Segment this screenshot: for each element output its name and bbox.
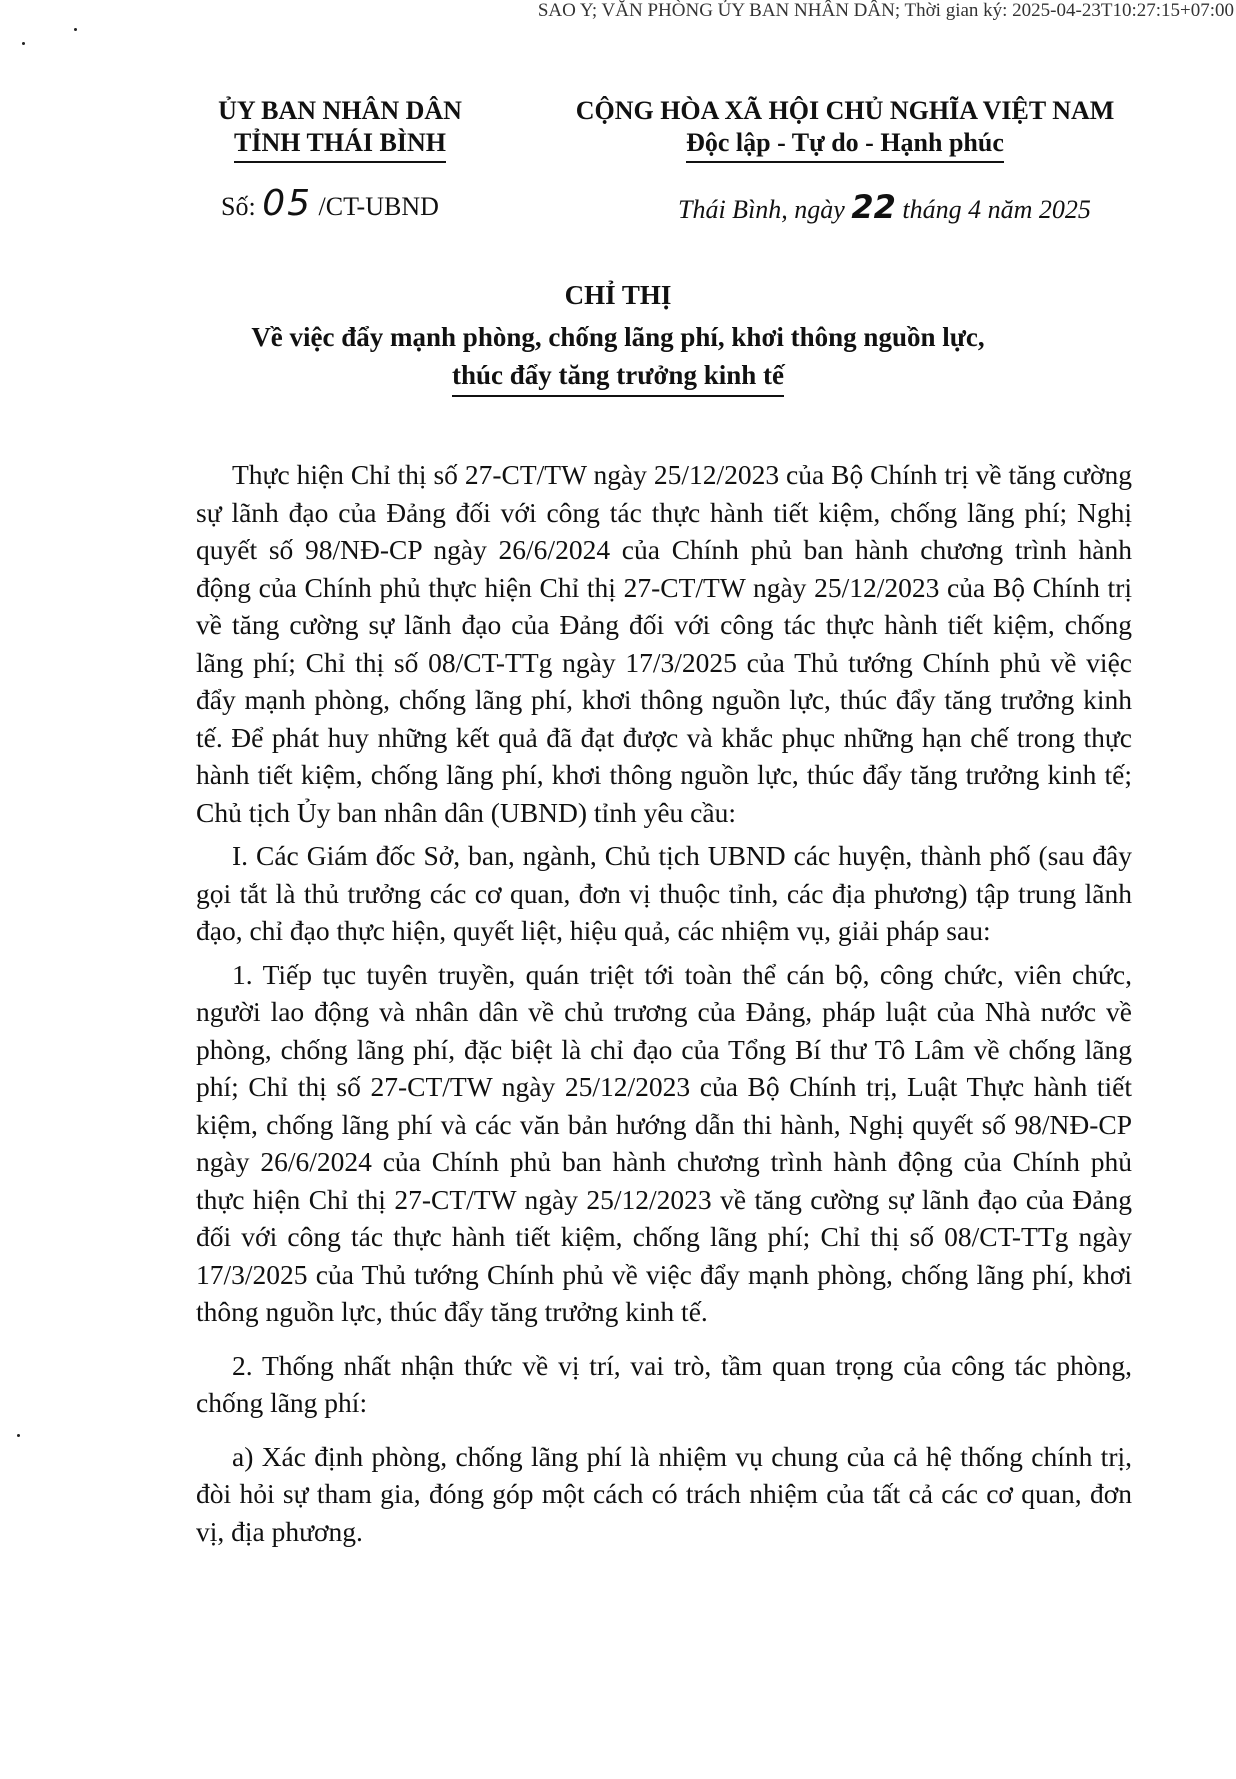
document-body [196, 456, 1132, 1550]
paragraph-item-1: 1. Tiếp tục tuyên truyền, quán triệt tới toàn thể cán bộ, công chức, viên chức, người lao động và nhân dân về chủ trương của Đảng, pháp luật của Nhà nước về phòng, chống lãng phí, đặc biệt là chỉ đạo của Tổng Bí thư Tô Lâm về chống lãng phí; Chỉ thị số 27-CT/TW ngày 25/12/2023 của Bộ Chính trị, Luật Thực hành tiết kiệm, chống lãng phí và các văn bản hướng dẫn thi hành, Nghị quyết số 98/NĐ-CP ngày 26/6/2024 của Chính phủ ban hành chương trình hành động của Chính phủ thực hiện Chỉ thị 27-CT/TW ngày 25/12/2023 về tăng cường sự lãnh đạo của Đảng đối với công tác thực hành tiết kiệm, chống lãng phí; Chỉ thị số 08/CT-TTg ngày 17/3/2025 của Thủ tướng Chính phủ về việc đẩy mạnh phòng, chống lãng phí, khơi thông nguồn lực, thúc đẩy tăng trưởng kinh tế. [196, 958, 1132, 1327]
digital-signature-stamp: SAO Y; VĂN PHÒNG ỦY BAN NHÂN DÂN; Thời gian ký: 2025-04-23T10:27:15+07:00 [537, 0, 1234, 21]
motto-line2-text: Độc lập - Tự do - Hạnh phúc [686, 127, 1004, 163]
date-prefix: Thái Bình, ngày [678, 195, 845, 224]
document-date [678, 188, 1091, 226]
subtitle-line2-text: thúc đẩy tăng trưởng kinh tế [452, 356, 784, 397]
document-number [221, 183, 439, 224]
scan-speck [22, 42, 25, 45]
authority-line2-text: TỈNH THÁI BÌNH [234, 127, 446, 163]
subtitle-line1: Về việc đẩy mạnh phòng, chống lãng phí, khơi thông nguồn lực, [251, 322, 985, 352]
scan-speck [74, 28, 77, 31]
subtitle-line2 [0, 356, 1236, 397]
issuing-authority [190, 95, 490, 163]
motto-line2 [545, 127, 1145, 163]
paragraph-preamble: Thực hiện Chỉ thị số 27-CT/TW ngày 25/12/2023 của Bộ Chính trị về tăng cường sự lãnh đạo của Đảng đối với công tác thực hành tiết kiệm, chống lãng phí; Nghị quyết số 98/NĐ-CP ngày 26/6/2024 của Chính phủ ban hành chương trình hành động của Chính phủ thực hiện Chỉ thị 27-CT/TW ngày 25/12/2023 của Bộ Chính trị về tăng cường sự lãnh đạo của Đảng đối với công tác thực hành tiết kiệm, chống lãng phí; Chỉ thị số 08/CT-TTg ngày 17/3/2025 của Thủ tướng Chính phủ về việc đẩy mạnh phòng, chống lãng phí, khơi thông nguồn lực, thúc đẩy tăng trưởng kinh tế. Để phát huy những kết quả đã đạt được và khắc phục những hạn chế trong thực hành tiết kiệm, chống lãng phí, khơi thông nguồn lực, thúc đẩy tăng trưởng kinh tế; Chủ tịch Ủy ban nhân dân (UBND) tỉnh yêu cầu: [196, 459, 1132, 828]
authority-line1: ỦY BAN NHÂN DÂN [218, 96, 462, 125]
motto-line1: CỘNG HÒA XÃ HỘI CHỦ NGHĨA VIỆT NAM [575, 96, 1115, 125]
paragraph-item-2: 2. Thống nhất nhận thức về vị trí, vai trò, tầm quan trọng của công tác phòng, chống lãng phí: [196, 1349, 1132, 1418]
number-suffix: /CT-UBND [318, 192, 439, 221]
scan-speck [17, 1434, 20, 1437]
date-suffix: tháng 4 năm 2025 [902, 195, 1091, 224]
paragraph-item-2a: a) Xác định phòng, chống lãng phí là nhiệm vụ chung của cả hệ thống chính trị, đòi hỏi sự tham gia, đóng góp một cách có trách nhiệm của tất cả các cơ quan, đơn vị, địa phương. [196, 1440, 1132, 1547]
date-day-handwritten: 22 [851, 188, 896, 226]
paragraph-section-I: I. Các Giám đốc Sở, ban, ngành, Chủ tịch UBND các huyện, thành phố (sau đây gọi tắt là thủ trưởng các cơ quan, đơn vị thuộc tỉnh, các địa phương) tập trung lãnh đạo, chỉ đạo thực hiện, quyết liệt, hiệu quả, các nhiệm vụ, giải pháp sau: [196, 840, 1132, 946]
number-prefix: Số: [221, 192, 256, 221]
national-motto [545, 95, 1145, 163]
authority-line2 [190, 127, 490, 163]
document-subtitle [0, 318, 1236, 397]
number-handwritten: 05 [262, 183, 312, 224]
document-title: CHỈ THỊ [564, 280, 672, 310]
